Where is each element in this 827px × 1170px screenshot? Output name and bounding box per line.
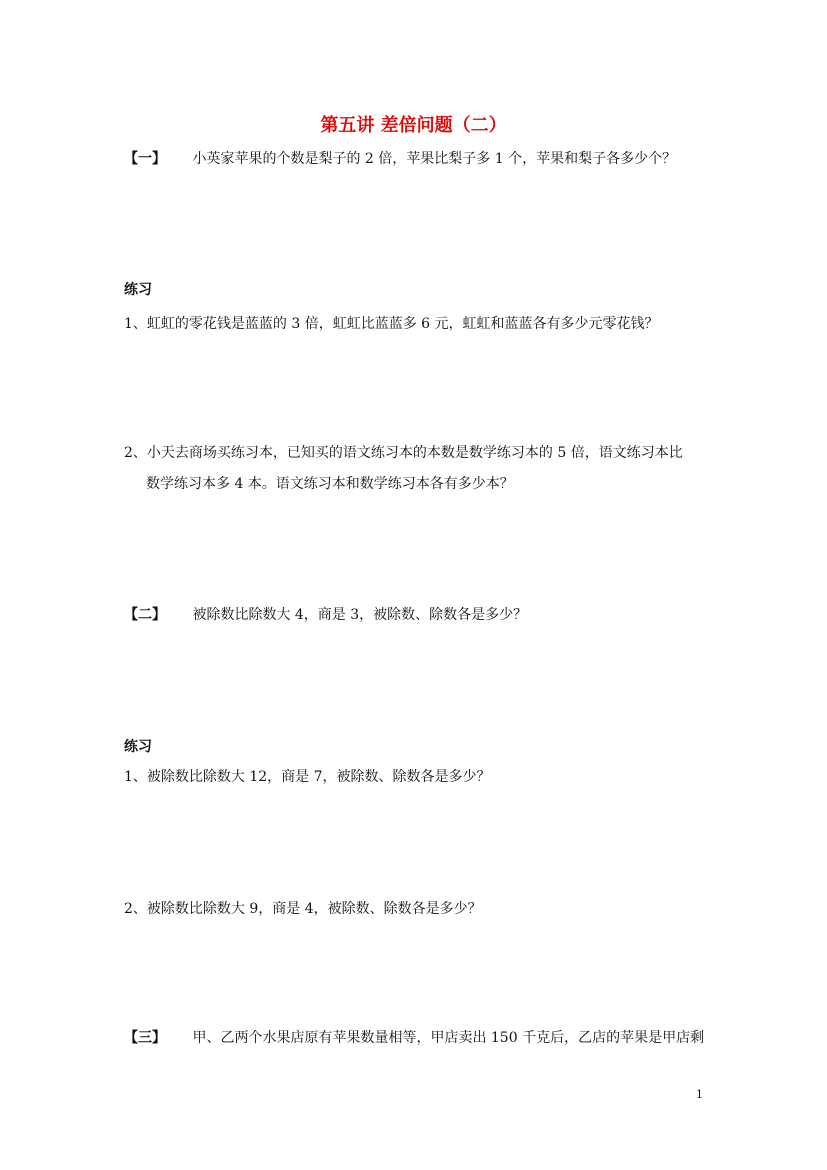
page-title: 第五讲 差倍问题（二） — [320, 115, 507, 136]
example-1 — [124, 149, 676, 169]
practice-item: 2、小天去商场买练习本，已知买的语文练习本的本数是数学练习本的 5 倍，语文练习本比 — [124, 445, 683, 461]
page-number: 1 — [696, 1088, 703, 1101]
example-tag: 【二】 — [124, 607, 166, 623]
example-text: 甲、乙两个水果店原有苹果数量相等，甲店卖出 150 千克后，乙店的苹果是甲店剩 — [192, 1030, 705, 1046]
practice-heading: 练习 — [124, 739, 152, 755]
practice-item: 2、被除数比除数大 9，商是 4，被除数、除数各是多少？ — [124, 901, 482, 917]
example-2 — [124, 605, 527, 625]
example-tag: 【一】 — [124, 151, 166, 167]
example-3 — [124, 1028, 704, 1048]
example-text: 被除数比除数大 4，商是 3，被除数、除数各是多少？ — [192, 607, 528, 623]
practice-heading: 练习 — [124, 282, 152, 298]
example-text: 小英家苹果的个数是梨子的 2 倍，苹果比梨子多 1 个，苹果和梨子各多少个？ — [192, 151, 677, 167]
example-tag: 【三】 — [124, 1030, 166, 1046]
practice-item: 1、被除数比除数大 12，商是 7，被除数、除数各是多少？ — [124, 769, 491, 785]
practice-item-continuation: 数学练习本多 4 本。语文练习本和数学练习本各有多少本？ — [146, 476, 514, 492]
practice-item: 1、虹虹的零花钱是蓝蓝的 3 倍，虹虹比蓝蓝多 6 元，虹虹和蓝蓝各有多少元零花钱？ — [124, 316, 659, 332]
